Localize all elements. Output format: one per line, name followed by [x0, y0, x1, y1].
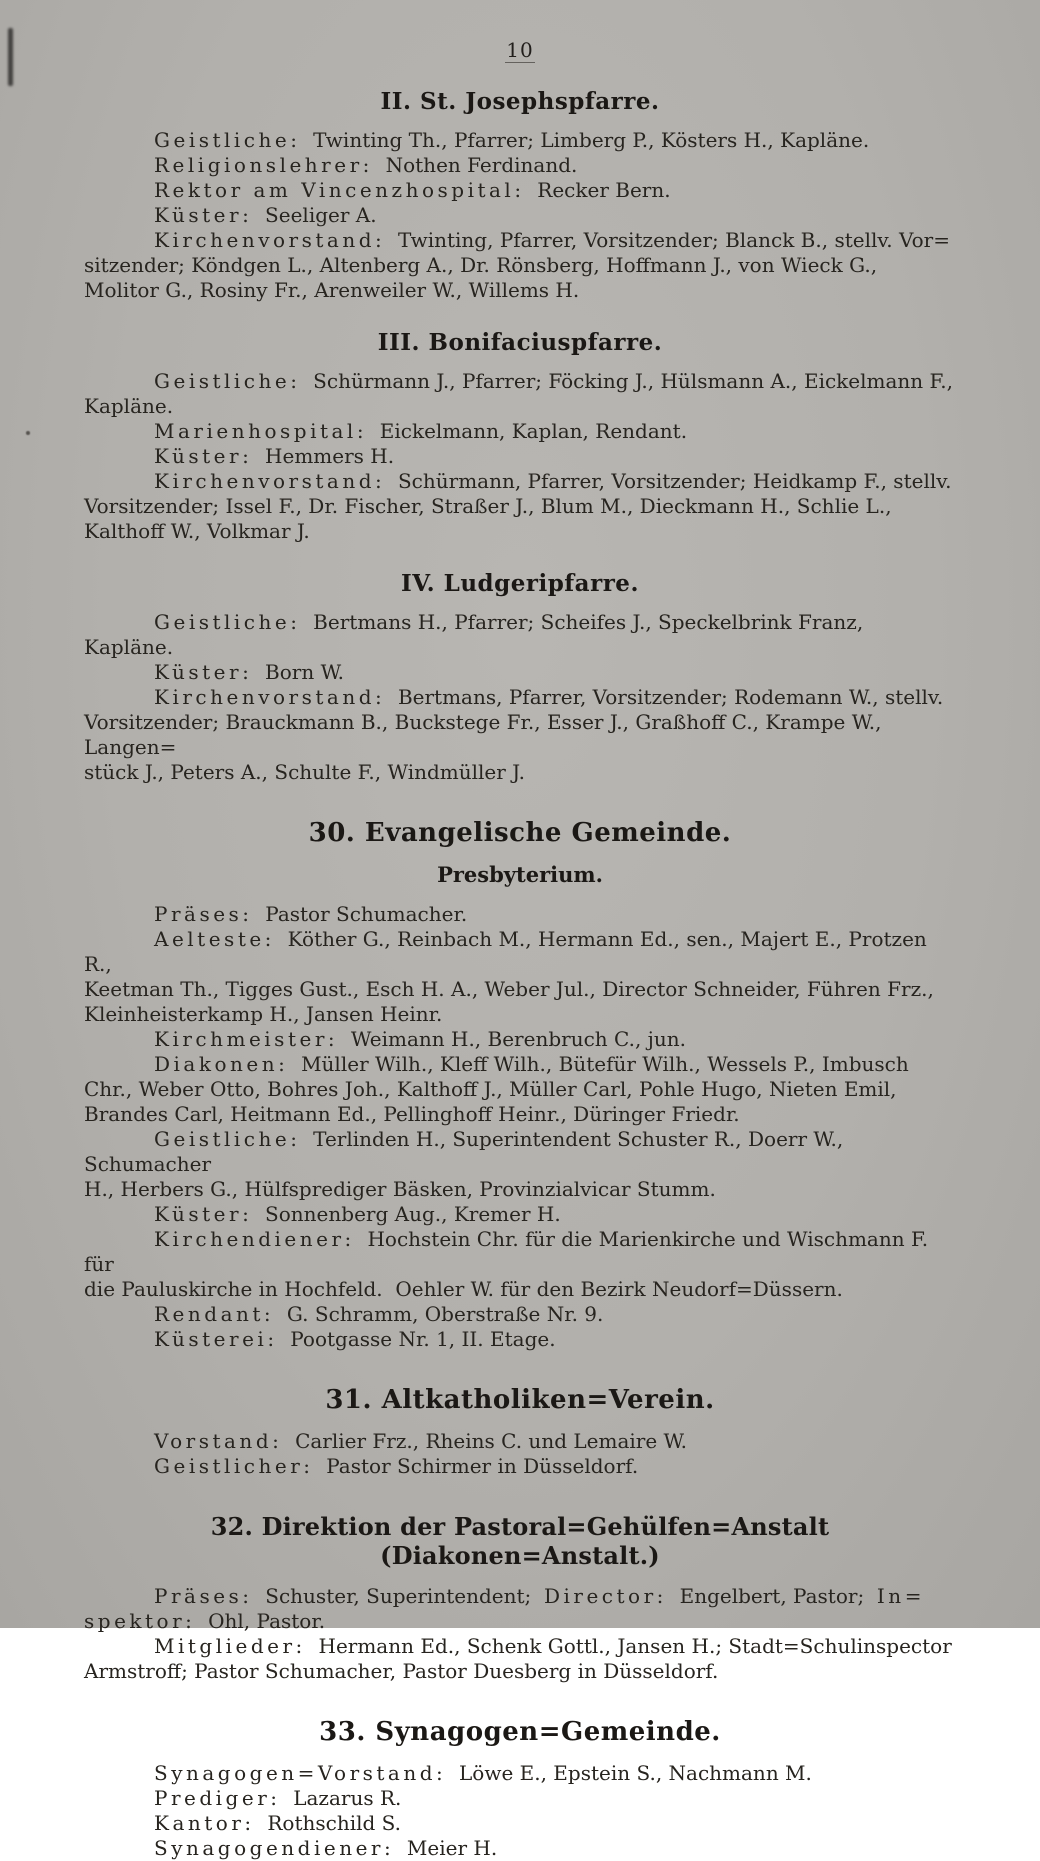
text-run: Vorsitzender; Brauckmann B., Buckstege Fr., Esser J., Graßhoff C., Krampe W., Langen=	[84, 710, 888, 759]
text-run: Bertmans, Pfarrer, Vorsitzender; Rodemann W., stellv.	[385, 685, 944, 709]
spaced-label: Küster:	[154, 444, 253, 468]
spaced-label: Rektor am Vincenzhospital:	[154, 178, 525, 202]
text-line	[84, 1052, 956, 1077]
text-run: Born W.	[252, 660, 344, 684]
text-line	[84, 394, 956, 419]
section-subheading: Presbyterium.	[437, 862, 603, 887]
spaced-label: Kirchenvorstand:	[154, 228, 386, 252]
text-line	[84, 153, 956, 178]
text-run: Kalthoff W., Volkmar J.	[84, 519, 310, 543]
text-line	[84, 1327, 956, 1352]
text-run: Brandes Carl, Heitmann Ed., Pellinghoff Heinr., Düringer Friedr.	[84, 1102, 740, 1126]
text-line	[84, 1584, 956, 1609]
directory-section	[84, 88, 956, 303]
text-line	[84, 685, 956, 710]
spaced-label: Rendant:	[154, 1302, 275, 1326]
directory-section	[84, 1512, 956, 1684]
text-run: sitzender; Köndgen L., Altenberg A., Dr. Rönsberg, Hoffmann J., von Wieck G.,	[84, 253, 878, 277]
spaced-label: Küster:	[154, 660, 253, 684]
page-content	[84, 0, 956, 1861]
text-run: Hochstein Chr. für die Marienkirche und Wischmann F. für	[84, 1227, 935, 1276]
text-run: Köther G., Reinbach M., Hermann Ed., sen., Majert E., Protzen R.,	[84, 927, 934, 976]
text-run: Bertmans H., Pfarrer; Scheifes J., Speckelbrink Franz, Kapläne.	[84, 610, 870, 659]
spaced-label: Geistliche:	[154, 1127, 301, 1151]
spaced-label: Religionslehrer:	[154, 153, 373, 177]
text-line	[84, 519, 956, 544]
text-run: Pootgasse Nr. 1, II. Etage.	[277, 1327, 556, 1351]
text-line	[84, 1077, 956, 1102]
section-heading: 30. Evangelische Gemeinde.	[308, 818, 732, 848]
spaced-label: Vorstand:	[154, 1429, 283, 1453]
directory-section	[84, 1717, 956, 1861]
text-line	[84, 1102, 956, 1127]
text-run: H., Herbers G., Hülfsprediger Bäsken, Provinzialvicar Stumm.	[84, 1177, 716, 1201]
text-line	[84, 203, 956, 228]
text-line	[84, 494, 956, 519]
spaced-label: Geistlicher:	[154, 1454, 314, 1478]
text-run: Keetman Th., Tigges Gust., Esch H. A., Weber Jul., Director Schneider, Führen Frz.,	[84, 977, 934, 1001]
text-run: Chr., Weber Otto, Bohres Joh., Kalthoff J., Müller Carl, Pohle Hugo, Nieten Emil,	[84, 1077, 897, 1101]
text-run: Vorsitzender; Issel F., Dr. Fischer, Straßer J., Blum M., Dieckmann H., Schlie L.,	[84, 494, 892, 518]
spaced-label: Marienhospital:	[154, 419, 368, 443]
spaced-label: Kirchmeister:	[154, 1027, 339, 1051]
text-line	[84, 1811, 956, 1836]
spaced-label: Geistliche:	[154, 369, 301, 393]
spaced-label: Präses:	[154, 1584, 253, 1608]
text-line	[84, 1429, 956, 1454]
spaced-label: spektor:	[84, 1609, 196, 1633]
text-run: Armstroff; Pastor Schumacher, Pastor Duesberg in Düsseldorf.	[84, 1659, 719, 1683]
text-line	[84, 610, 956, 660]
text-line	[84, 1027, 956, 1052]
directory-section	[84, 818, 956, 1352]
section-heading: 33. Synagogen=Gemeinde.	[319, 1717, 721, 1747]
text-run: Schuster, Superintendent;	[252, 1584, 544, 1608]
text-run: Müller Wilh., Kleff Wilh., Bütefür Wilh., Wessels P., Imbusch	[288, 1052, 909, 1076]
text-run: Twinting, Pfarrer, Vorsitzender; Blanck B., stellv. Vor=	[385, 228, 950, 252]
section-heading: III. Bonifaciuspfarre.	[377, 329, 663, 356]
text-line	[84, 369, 956, 394]
text-line	[84, 1659, 956, 1684]
text-line	[84, 228, 956, 253]
section-heading: 32. Direktion der Pastoral=Gehülfen=Anstalt (Diakonen=Anstalt.)	[210, 1512, 830, 1570]
spaced-label: Küsterei:	[154, 1327, 278, 1351]
spaced-label: Küster:	[154, 1202, 253, 1226]
text-line	[84, 1609, 956, 1634]
text-line	[84, 1177, 956, 1202]
text-run: Twinting Th., Pfarrer; Limberg P., Kösters H., Kapläne.	[300, 128, 870, 152]
text-run: Nothen Ferdinand.	[372, 153, 578, 177]
text-line	[84, 1634, 956, 1659]
text-run: Hemmers H.	[252, 444, 395, 468]
binding-mark-artifact	[8, 28, 13, 86]
text-line	[84, 1127, 956, 1177]
text-line	[84, 660, 956, 685]
text-run: Pastor Schirmer in Düsseldorf.	[313, 1454, 639, 1478]
text-line	[84, 1227, 956, 1277]
spaced-label: Prediger:	[154, 1786, 281, 1810]
spaced-label: Kirchendiener:	[154, 1227, 355, 1251]
spaced-label: Geistliche:	[154, 128, 301, 152]
text-run: Meier H.	[394, 1836, 498, 1860]
text-line	[84, 278, 956, 303]
spaced-label: Präses:	[154, 902, 253, 926]
spaced-label: Synagogendiener:	[154, 1836, 395, 1860]
spaced-label: Kirchenvorstand:	[154, 685, 386, 709]
text-line	[84, 128, 956, 153]
directory-section	[84, 1385, 956, 1479]
spaced-label: Diakonen:	[154, 1052, 289, 1076]
text-line	[84, 760, 956, 785]
spaced-label: Mitglieder:	[154, 1634, 306, 1658]
directory-section	[84, 329, 956, 544]
spaced-label: In=	[876, 1584, 925, 1608]
text-run: stück J., Peters A., Schulte F., Windmüller J.	[84, 760, 525, 784]
sections	[84, 88, 956, 1861]
text-run: die Pauluskirche in Hochfeld. Oehler W. für den Bezirk Neudorf=Düssern.	[84, 1277, 843, 1301]
text-line	[84, 927, 956, 977]
text-line	[84, 977, 956, 1002]
text-run: Eickelmann, Kaplan, Rendant.	[367, 419, 688, 443]
text-line	[84, 710, 956, 760]
text-run: Sonnenberg Aug., Kremer H.	[252, 1202, 561, 1226]
text-line	[84, 1302, 956, 1327]
text-run: Pastor Schumacher.	[252, 902, 468, 926]
text-line	[84, 444, 956, 469]
text-run: Seeliger A.	[252, 203, 377, 227]
text-run: Hermann Ed., Schenk Gottl., Jansen H.; Stadt=Schulinspector	[305, 1634, 952, 1658]
spaced-label: Kirchenvorstand:	[154, 469, 386, 493]
text-run: Ohl, Pastor.	[195, 1609, 326, 1633]
text-line	[84, 469, 956, 494]
text-run: Terlinden H., Superintendent Schuster R., Doerr W., Schumacher	[84, 1127, 850, 1176]
text-line	[84, 1761, 956, 1786]
ink-speck-artifact	[26, 431, 30, 435]
text-line	[84, 1786, 956, 1811]
section-heading: 31. Altkatholiken=Verein.	[325, 1385, 715, 1415]
text-run: Engelbert, Pastor;	[666, 1584, 877, 1608]
text-run: Carlier Frz., Rheins C. und Lemaire W.	[282, 1429, 687, 1453]
text-run: Schürmann J., Pfarrer; Föcking J., Hülsmann A., Eickelmann F.,	[300, 369, 954, 393]
section-heading: IV. Ludgeripfarre.	[401, 570, 639, 597]
text-line	[84, 1277, 956, 1302]
directory-section	[84, 570, 956, 785]
text-line	[84, 1202, 956, 1227]
text-run: Weimann H., Berenbruch C., jun.	[338, 1027, 686, 1051]
text-line	[84, 419, 956, 444]
text-line	[84, 178, 956, 203]
text-run: G. Schramm, Oberstraße Nr. 9.	[274, 1302, 604, 1326]
text-line	[84, 1836, 956, 1861]
text-line	[84, 253, 956, 278]
text-run: Lazarus R.	[280, 1786, 402, 1810]
spaced-label: Geistliche:	[154, 610, 301, 634]
text-line	[84, 1454, 956, 1479]
text-run: Molitor G., Rosiny Fr., Arenweiler W., Willems H.	[84, 278, 580, 302]
text-line	[84, 1002, 956, 1027]
spaced-label: Aelteste:	[154, 927, 275, 951]
text-run: Schürmann, Pfarrer, Vorsitzender; Heidkamp F., stellv.	[385, 469, 952, 493]
text-run: Löwe E., Epstein S., Nachmann M.	[446, 1761, 812, 1785]
text-run: Rothschild S.	[254, 1811, 402, 1835]
spaced-label: Synagogen=Vorstand:	[154, 1761, 447, 1785]
text-run: Recker Bern.	[524, 178, 671, 202]
spaced-label: Director:	[543, 1584, 667, 1608]
text-run: Kapläne.	[84, 394, 174, 418]
page-number: 10	[506, 38, 534, 62]
spaced-label: Küster:	[154, 203, 253, 227]
text-run: Kleinheisterkamp H., Jansen Heinr.	[84, 1002, 443, 1026]
text-line	[84, 902, 956, 927]
section-heading: II. St. Josephspfarre.	[380, 88, 660, 115]
spaced-label: Kantor:	[154, 1811, 255, 1835]
